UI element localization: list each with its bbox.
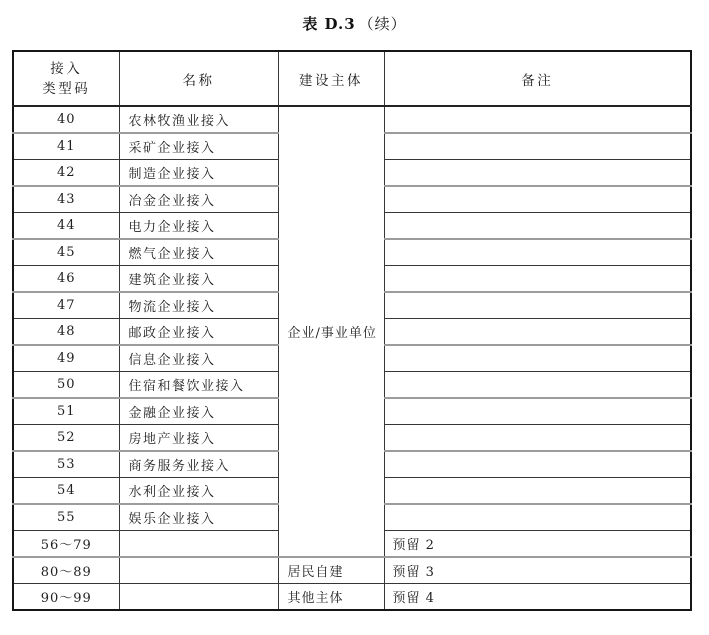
cell-access-type-code: 50 (13, 371, 119, 398)
cell-note (384, 424, 691, 451)
cell-note (384, 398, 691, 425)
header-access-type-code-line2: 类型码 (42, 80, 91, 97)
cell-access-type-code: 56～79 (13, 530, 119, 557)
cell-access-type-code: 40 (13, 106, 119, 133)
cell-note (384, 106, 691, 133)
cell-access-type-code: 45 (13, 239, 119, 266)
table-row (13, 583, 691, 610)
cell-construction-entity: 其他主体 (278, 583, 384, 610)
cell-access-type-code: 52 (13, 424, 119, 451)
cell-name: 住宿和餐饮业接入 (119, 371, 278, 398)
cell-access-type-code: 49 (13, 345, 119, 372)
header-access-type-code (13, 51, 119, 106)
cell-note (384, 239, 691, 266)
cell-name (119, 583, 278, 610)
cell-access-type-code: 44 (13, 212, 119, 239)
cell-access-type-code: 42 (13, 159, 119, 186)
cell-access-type-code: 90～99 (13, 583, 119, 610)
table-row (13, 106, 691, 133)
header-access-type-code-line1: 接入 (50, 60, 83, 77)
header-name: 名称 (119, 51, 278, 106)
cell-name: 冶金企业接入 (119, 186, 278, 213)
cell-access-type-code: 48 (13, 318, 119, 345)
cell-note: 预留 4 (384, 583, 691, 610)
table-header (13, 51, 691, 106)
cell-access-type-code: 47 (13, 292, 119, 319)
cell-name: 采矿企业接入 (119, 133, 278, 160)
cell-name: 水利企业接入 (119, 477, 278, 504)
table-row (13, 557, 691, 584)
cell-name: 房地产业接入 (119, 424, 278, 451)
cell-note (384, 477, 691, 504)
cell-access-type-code: 41 (13, 133, 119, 160)
header-row (13, 51, 691, 106)
cell-access-type-code: 53 (13, 451, 119, 478)
cell-note (384, 345, 691, 372)
cell-name: 物流企业接入 (119, 292, 278, 319)
cell-note (384, 504, 691, 531)
access-type-table (12, 50, 692, 611)
cell-note (384, 133, 691, 160)
cell-name: 娱乐企业接入 (119, 504, 278, 531)
cell-note (384, 371, 691, 398)
cell-note: 预留 2 (384, 530, 691, 557)
cell-access-type-code: 80～89 (13, 557, 119, 584)
cell-construction-entity-merged: 企业/事业单位 (278, 106, 384, 557)
cell-name: 制造企业接入 (119, 159, 278, 186)
table-title-number: 表 D.3 (302, 15, 356, 33)
table-title (0, 13, 709, 34)
cell-note (384, 265, 691, 292)
cell-note (384, 451, 691, 478)
cell-name: 燃气企业接入 (119, 239, 278, 266)
cell-note (384, 318, 691, 345)
cell-note: 预留 3 (384, 557, 691, 584)
cell-name: 金融企业接入 (119, 398, 278, 425)
cell-access-type-code: 55 (13, 504, 119, 531)
table-title-continued: （续） (358, 15, 407, 33)
table-body (13, 106, 691, 610)
cell-note (384, 186, 691, 213)
header-note: 备注 (384, 51, 691, 106)
cell-construction-entity: 居民自建 (278, 557, 384, 584)
cell-name: 农林牧渔业接入 (119, 106, 278, 133)
cell-note (384, 292, 691, 319)
cell-note (384, 159, 691, 186)
cell-access-type-code: 51 (13, 398, 119, 425)
cell-access-type-code: 43 (13, 186, 119, 213)
cell-access-type-code: 46 (13, 265, 119, 292)
cell-name (119, 557, 278, 584)
header-construction-entity: 建设主体 (278, 51, 384, 106)
cell-name: 电力企业接入 (119, 212, 278, 239)
cell-name: 商务服务业接入 (119, 451, 278, 478)
cell-access-type-code: 54 (13, 477, 119, 504)
cell-name (119, 530, 278, 557)
cell-note (384, 212, 691, 239)
cell-name: 信息企业接入 (119, 345, 278, 372)
cell-name: 邮政企业接入 (119, 318, 278, 345)
cell-name: 建筑企业接入 (119, 265, 278, 292)
